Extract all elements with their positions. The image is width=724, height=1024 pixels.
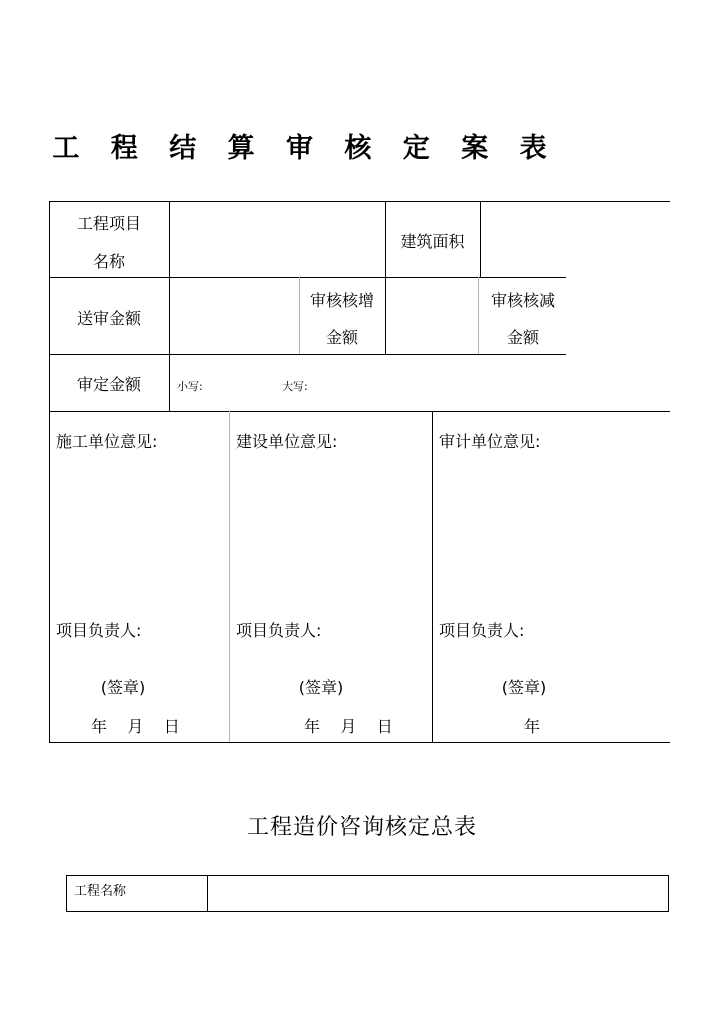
lowercase-amount-label: 小写: <box>177 380 203 393</box>
column-divider <box>385 201 386 354</box>
client-opinion-title: 建设单位意见: <box>236 432 338 451</box>
column-divider <box>207 876 208 911</box>
project-name-label-line1: 工程项目 <box>76 214 141 233</box>
client-date-label: 年 月 日 <box>304 717 393 736</box>
row-divider <box>49 354 566 355</box>
audit-increase-label-line2: 金额 <box>325 328 358 347</box>
auditor-opinion-title: 审计单位意见: <box>439 432 541 451</box>
project-name-label-line2: 名称 <box>92 252 125 271</box>
row-divider <box>49 277 566 278</box>
approved-amount-label: 审定金额 <box>76 375 141 394</box>
summary-project-name-label: 工程名称 <box>74 884 127 899</box>
client-project-lead-label: 项目负责人: <box>236 621 322 640</box>
row-divider <box>49 411 670 412</box>
building-area-label: 建筑面积 <box>400 232 465 251</box>
audit-increase-label-line1: 审核核增 <box>309 291 374 310</box>
uppercase-amount-label: 大写: <box>282 380 308 393</box>
audit-decrease-label-line2: 金额 <box>506 328 539 347</box>
contractor-date-label: 年 月 日 <box>91 717 180 736</box>
summary-table <box>66 875 669 912</box>
table-border-bottom <box>49 742 670 743</box>
submitted-amount-label: 送审金额 <box>76 309 141 328</box>
auditor-stamp-label: (签章) <box>501 678 547 697</box>
contractor-opinion-title: 施工单位意见: <box>56 432 158 451</box>
contractor-stamp-label: (签章) <box>100 678 146 697</box>
column-divider <box>480 201 481 277</box>
audit-decrease-label-line1: 审核核减 <box>490 291 555 310</box>
summary-title: 工程造价咨询核定总表 <box>246 815 477 840</box>
auditor-date-label: 年 <box>524 717 541 736</box>
table-border-left <box>49 201 50 742</box>
contractor-project-lead-label: 项目负责人: <box>56 621 142 640</box>
column-divider <box>169 201 170 411</box>
form-title: 工 程 结 算 审 核 定 案 表 <box>52 133 558 164</box>
client-stamp-label: (签章) <box>298 678 344 697</box>
auditor-project-lead-label: 项目负责人: <box>439 621 525 640</box>
table-border-top <box>49 201 670 202</box>
